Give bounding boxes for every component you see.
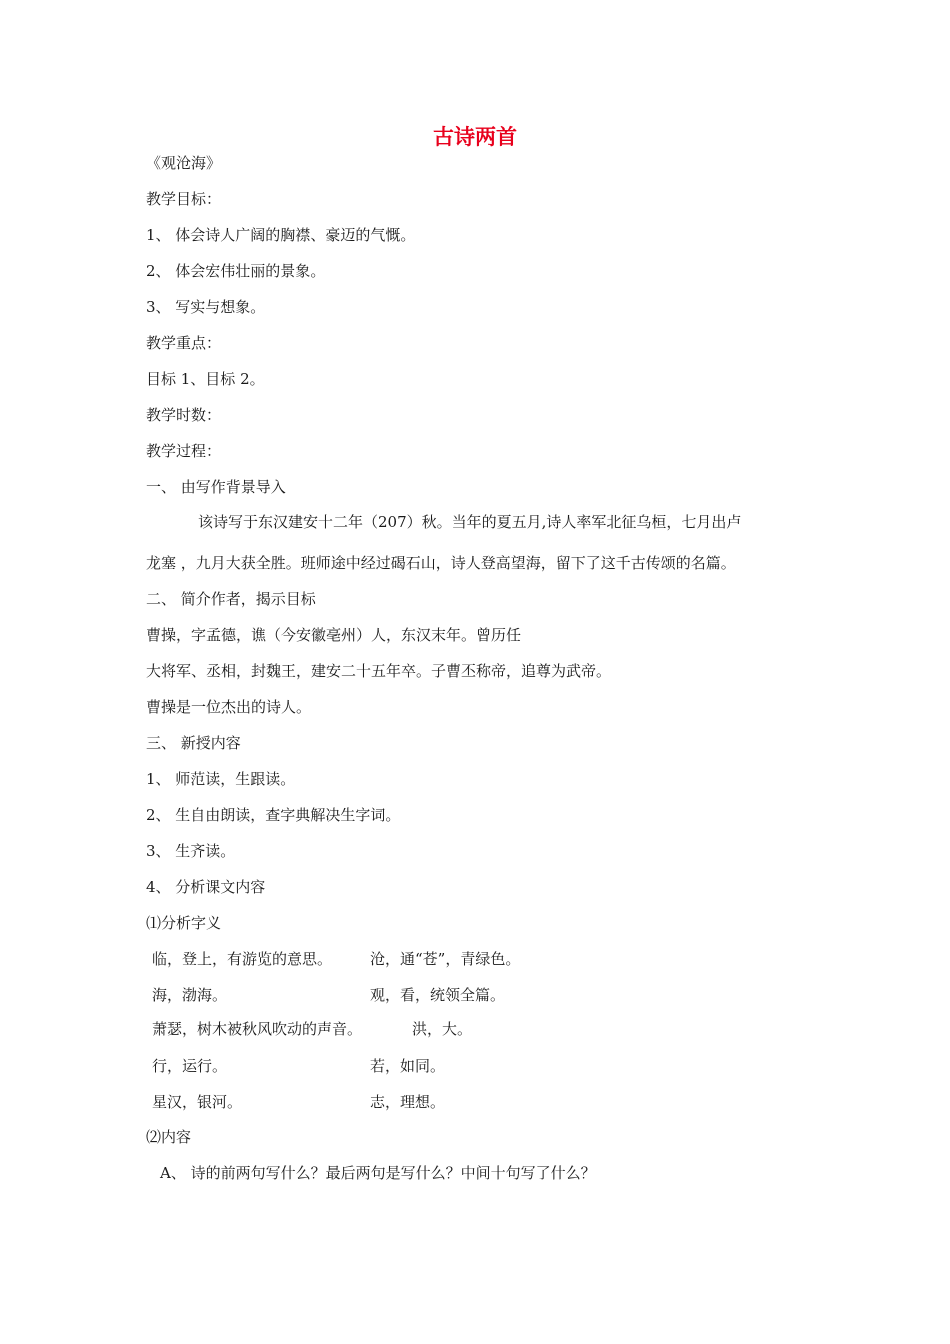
author-line: 大将军、丞相，封魏王，建安二十五年卒。子曹丕称帝，追尊为武帝。 xyxy=(146,662,612,680)
glossary-left: 临，登上，有游览的意思。 xyxy=(152,950,333,968)
goals-heading: 教学目标： xyxy=(146,190,222,208)
question-a: A、 诗的前两句写什么？最后两句是写什么？中间十句写了什么？ xyxy=(160,1164,596,1182)
sub1-heading: ⑴分析字义 xyxy=(146,914,222,932)
glossary-right: 若，如同。 xyxy=(370,1057,446,1075)
focus-text: 目标 1、目标 2。 xyxy=(146,370,265,388)
page-title: 古诗两首 xyxy=(433,125,517,149)
focus-heading: 教学重点： xyxy=(146,334,222,352)
goal-item: 2、 体会宏伟壮丽的景象。 xyxy=(146,262,326,280)
author-line: 曹操是一位杰出的诗人。 xyxy=(146,698,312,716)
poem-title: 《观沧海》 xyxy=(146,154,222,172)
step-item: 1、 师范读，生跟读。 xyxy=(146,770,296,788)
goal-item: 1、 体会诗人广阔的胸襟、豪迈的气慨。 xyxy=(146,226,416,244)
glossary-left: 海，渤海。 xyxy=(152,986,228,1004)
section1-heading: 一、 由写作背景导入 xyxy=(146,478,286,496)
step-item: 4、 分析课文内容 xyxy=(146,878,266,896)
glossary-left: 星汉，银河。 xyxy=(152,1093,243,1111)
glossary-right: 观，看，统领全篇。 xyxy=(370,986,506,1004)
section2-heading: 二、 简介作者，揭示目标 xyxy=(146,590,316,608)
sub2-heading: ⑵内容 xyxy=(146,1128,192,1146)
step-item: 3、 生齐读。 xyxy=(146,842,236,860)
glossary-left: 行，运行。 xyxy=(152,1057,228,1075)
author-line: 曹操，字孟德，谯（今安徽亳州）人，东汉末年。曾历任 xyxy=(146,626,522,644)
glossary-left: 萧瑟，树木被秋风吹动的声音。 xyxy=(152,1020,363,1038)
glossary-right: 洪，大。 xyxy=(412,1020,473,1038)
process-heading: 教学过程： xyxy=(146,442,222,460)
background-paragraph-line: 该诗写于东汉建安十二年（207）秋。当年的夏五月,诗人率军北征乌桓，七月出卢 xyxy=(198,513,742,531)
goal-item: 3、 写实与想象。 xyxy=(146,298,266,316)
glossary-right: 沧，通“苍”，青绿色。 xyxy=(370,950,521,968)
step-item: 2、 生自由朗读，查字典解决生字词。 xyxy=(146,806,401,824)
background-paragraph-line: 龙塞 ，九月大获全胜。班师途中经过碣石山，诗人登高望海，留下了这千古传颂的名篇。 xyxy=(146,554,736,572)
glossary-right: 志，理想。 xyxy=(370,1093,446,1111)
section3-heading: 三、 新授内容 xyxy=(146,734,241,752)
hours-heading: 教学时数： xyxy=(146,406,222,424)
